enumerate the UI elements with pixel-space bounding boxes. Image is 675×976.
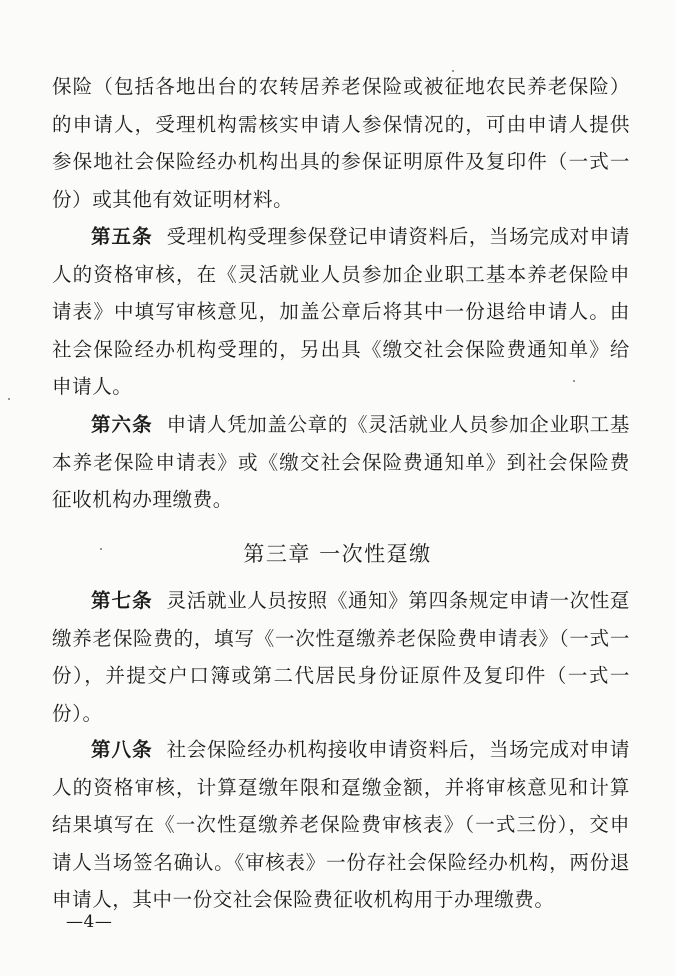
article-5-text: 受理机构受理参保登记申请资料后，当场完成对申请人的资格审核，在《灵活就业人员参加企业职工基本养老保险申请表》中填写审核意见，加盖公章后将其中一份退给申请人。由社会保险经办机构受理的，另出具《缴交社会保险费通知单》给申请人。 xyxy=(52,225,630,398)
article-8-label: 第八条 xyxy=(91,738,153,761)
article-6 xyxy=(52,406,630,519)
article-6-text: 申请人凭加盖公章的《灵活就业人员参加企业职工基本养老保险申请表》或《缴交社会保险费通知单》到社会保险费征收机构办理缴费。 xyxy=(52,413,630,511)
chapter-heading: 第三章 一次性趸缴 xyxy=(243,542,432,566)
article-7 xyxy=(52,582,630,732)
article-7-label: 第七条 xyxy=(91,589,153,612)
scan-speck xyxy=(452,70,454,72)
scan-speck xyxy=(8,398,10,400)
paragraph-continuation xyxy=(52,68,630,218)
article-8 xyxy=(52,731,630,919)
article-6-label: 第六条 xyxy=(91,413,153,436)
page-number: —4— xyxy=(66,912,113,932)
paragraph-continuation-text: 保险（包括各地出台的农转居养老保险或被征地农民养老保险）的申请人，受理机构需核实申请人参保情况的，可由申请人提供参保地社会保险经办机构出具的参保证明原件及复印件（一式一份）或其他有效证明材料。 xyxy=(52,75,630,211)
article-7-text: 灵活就业人员按照《通知》第四条规定申请一次性趸缴养老保险费的，填写《一次性趸缴养老保险费申请表》（一式一份），并提交户口簿或第二代居民身份证原件及复印件（一式一份）。 xyxy=(52,589,630,725)
article-5-label: 第五条 xyxy=(91,225,153,248)
scan-speck xyxy=(100,548,102,550)
article-5 xyxy=(52,218,630,406)
article-8-text: 社会保险经办机构接收申请资料后，当场完成对申请人的资格审核，计算趸缴年限和趸缴金额，并将审核意见和计算结果填写在《一次性趸缴养老保险费审核表》（一式三份），交申请人当场签名确认。《审核表》一份存社会保险经办机构，两份退申请人，其中一份交社会保险费征收机构用于办理缴费。 xyxy=(52,738,630,911)
scan-speck xyxy=(573,380,575,382)
